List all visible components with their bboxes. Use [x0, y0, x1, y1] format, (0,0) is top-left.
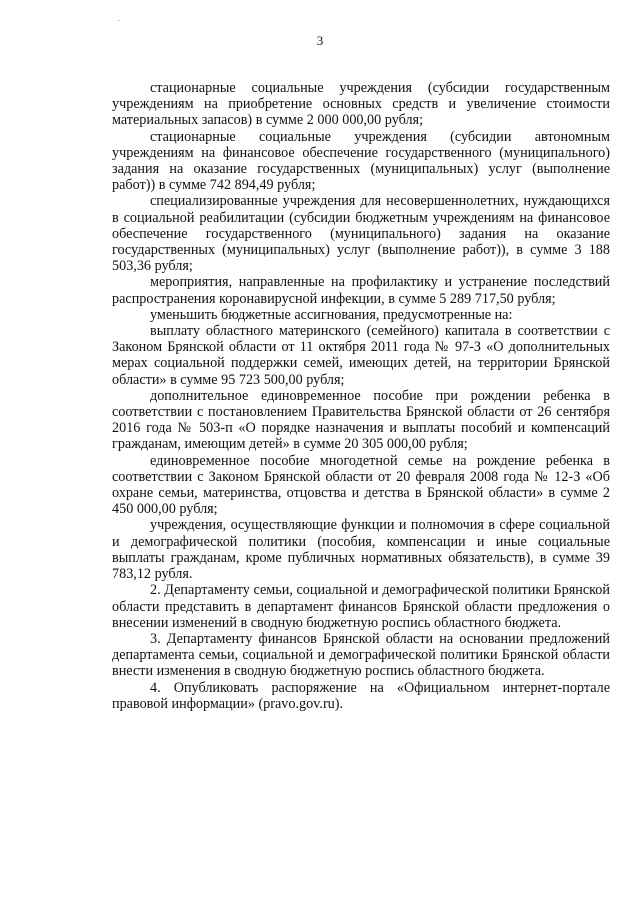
paragraph-subsidy-autonomous-institutions: стационарные социальные учреждения (субсидии автономным учреждениям на финансовое обеспечение государственного (муниципального) задания на оказание государственных (муниципальных) услуг (выполнение работ)) в сумме 742 894,49 рубля; [112, 128, 610, 194]
paragraph-item-4: 4. Опубликовать распоряжение на «Официальном интернет-портале правовой информации» (pravo.gov.ru). [112, 679, 610, 712]
paragraph-large-family-allowance: единовременное пособие многодетной семье на рождение ребенка в соответствии с Законом Брянской области от 20 февраля 2008 года № 12-З «Об охране семьи, материнства, отцовства и детства в Брянской области» в сумме 2 450 000,00 рубля; [112, 452, 610, 518]
paragraph-subsidy-state-institutions: стационарные социальные учреждения (субсидии государственным учреждениям на приобретение основных средств и увеличение стоимости материальных запасов) в сумме 2 000 000,00 рубля; [112, 80, 610, 129]
paragraph-birth-allowance: дополнительное единовременное пособие при рождении ребенка в соответствии с постановлением Правительства Брянской области от 26 сентября 2016 года № 503-п «О порядке назначения и выплаты пособий и компенсаций гражданам, имеющим детей» в сумме 20 305 000,00 рубля; [112, 387, 610, 453]
paragraph-coronavirus-measures: мероприятия, направленные на профилактику и устранение последствий распространения коронавирусной инфекции, в сумме 5 289 717,50 рубля; [112, 274, 610, 307]
paragraph-maternity-capital: выплату областного материнского (семейного) капитала в соответствии с Законом Брянской области от 11 октября 2011 года № 97-З «О дополнительных мерах социальной поддержки семей, имеющих детей, на территории Брянской области» в сумме 95 723 500,00 рубля; [112, 323, 610, 388]
paragraph-item-2: 2. Департаменту семьи, социальной и демографической политики Брянской области представить в департамент финансов Брянской области предложения о внесении изменений в сводную бюджетную роспись областного бюджета. [112, 582, 610, 631]
paragraph-social-policy-institutions: учреждения, осуществляющие функции и полномочия в сфере социальной и демографической политики (пособия, компенсации и иные социальные выплаты гражданам, кроме публичных нормативных обязательств), в сумме 39 783,12 рубля. [112, 517, 610, 583]
paragraph-minors-institutions: специализированные учреждения для несовершеннолетних, нуждающихся в социальной реабилитации (субсидии бюджетным учреждениям на финансовое обеспечение государственного (муниципального) задания на оказание государственных (муниципальных) услуг (выполнение работ)), в сумме 3 188 503,36 рубля; [112, 193, 610, 275]
paragraph-item-3: 3. Департаменту финансов Брянской области на основании предложений департамента семьи, социальной и демографической политики Брянской области внести изменения в сводную бюджетную роспись областного бюджета. [112, 630, 610, 680]
page-number: 3 [316, 33, 324, 48]
paragraph-decrease-allocations: уменьшить бюджетные ассигнования, предусмотренные на: [150, 306, 513, 323]
scan-artifact [118, 20, 119, 21]
document-body [112, 80, 610, 712]
